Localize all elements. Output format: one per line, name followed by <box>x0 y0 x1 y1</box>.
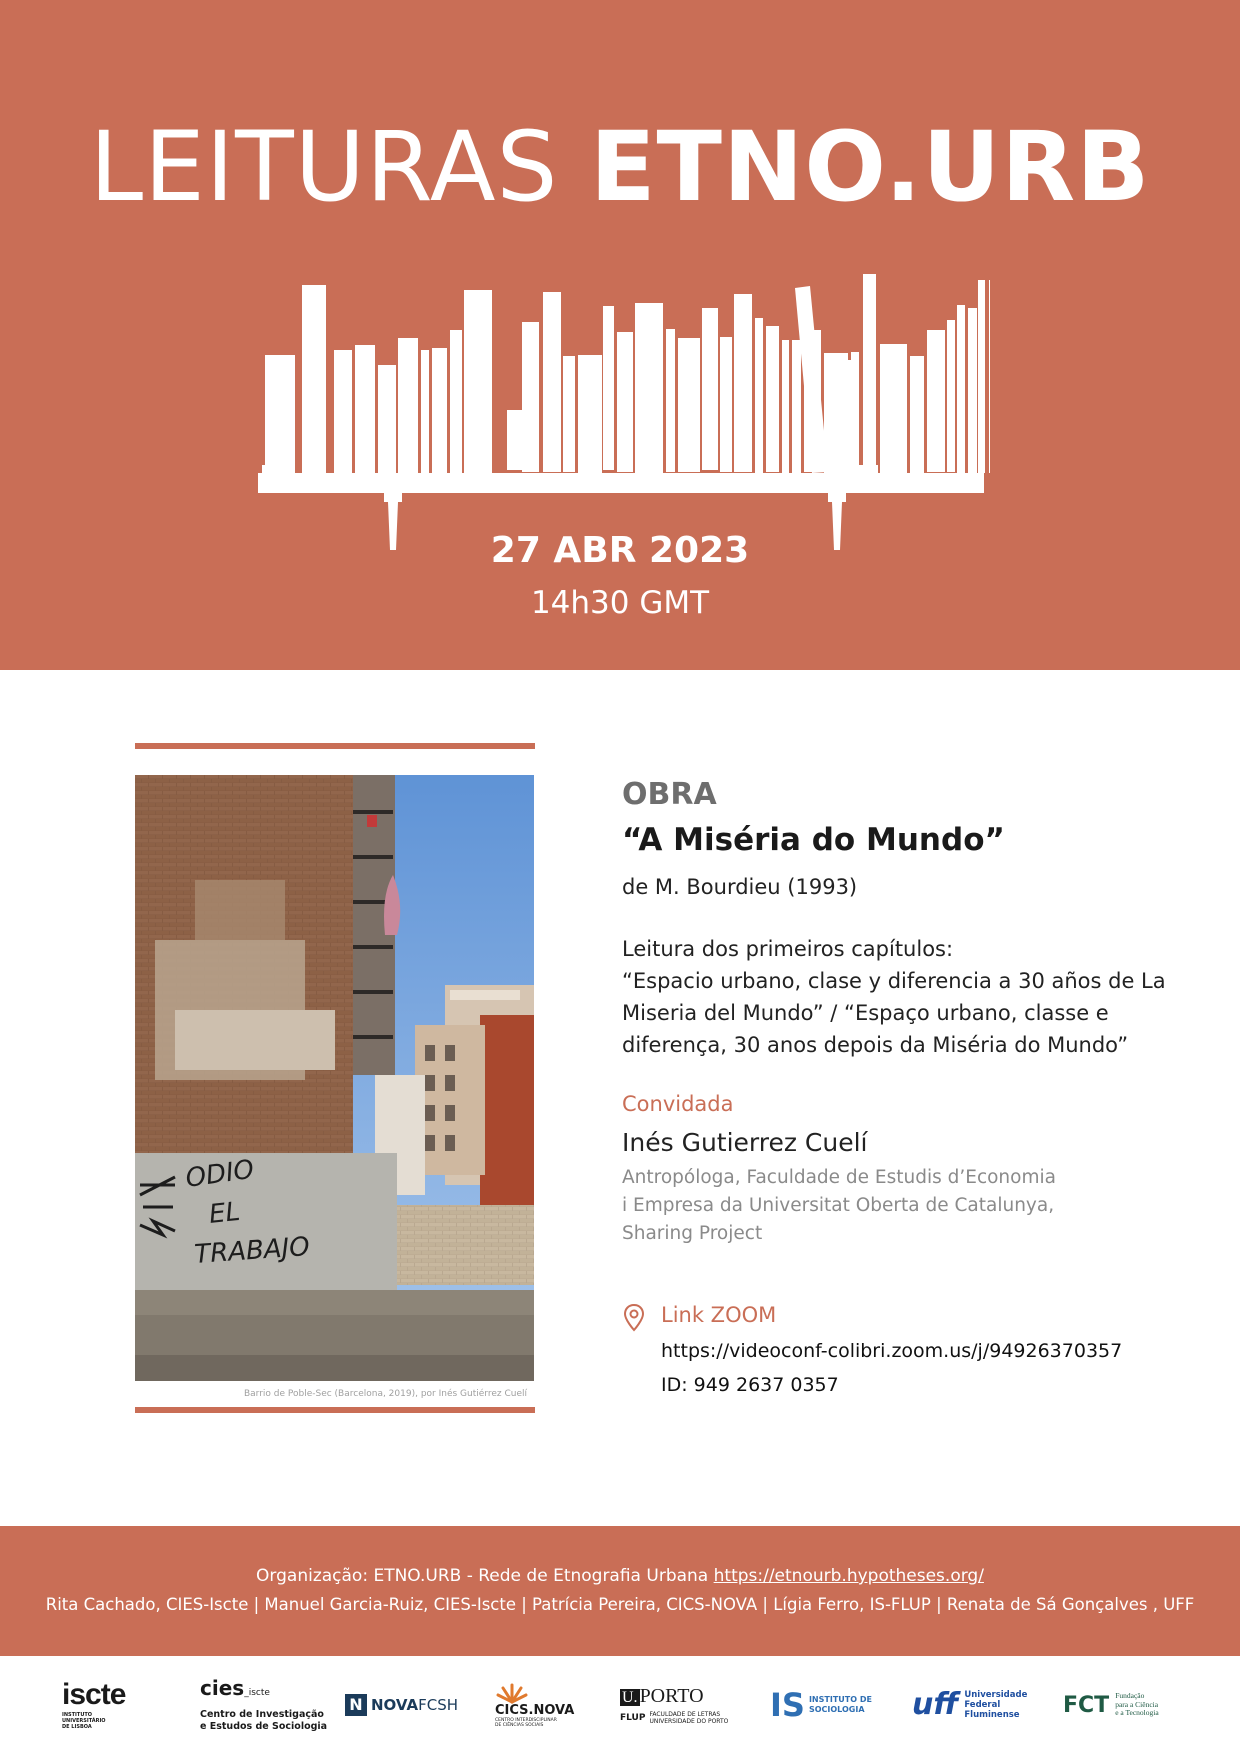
book-spine <box>355 345 375 473</box>
description-line: diferença, 30 anos depois da Miséria do Mundo” <box>622 1033 1129 1057</box>
book-spine <box>666 329 675 472</box>
cics-nova-logo: CICS.NOVA CENTRO INTERDISCIPLINAR DE CIÊNCIAS SOCIAIS <box>495 1670 595 1740</box>
book-end <box>832 360 852 473</box>
iscte-logo-name: iscte <box>62 1678 126 1711</box>
cies-logo: cies_iscte Centro de Investigação e Estudos de Sociologia <box>200 1675 328 1732</box>
book-spine <box>755 318 763 473</box>
book-spine <box>734 294 752 472</box>
nova-square-icon: N <box>345 1694 367 1716</box>
cics-rays-icon <box>495 1682 529 1704</box>
zoom-meeting-id: ID: 949 2637 0357 <box>661 1374 839 1396</box>
photo-bottom-rule <box>135 1407 535 1413</box>
book-end <box>262 465 284 473</box>
book-spine <box>792 340 801 473</box>
title-light: LEITURAS <box>89 111 559 223</box>
book-spine <box>522 322 539 472</box>
photo-top-rule <box>135 743 535 749</box>
organization-line <box>0 1566 1240 1586</box>
book-spine <box>464 290 492 473</box>
guest-label: Convidada <box>622 1092 734 1116</box>
guest-affiliation <box>622 1164 1092 1248</box>
book-spine <box>578 355 602 473</box>
book-spine <box>968 308 977 473</box>
book-spine <box>978 280 985 473</box>
work-description <box>622 933 1182 1061</box>
book-spine <box>603 306 614 470</box>
description-line: Leitura dos primeiros capítulos: <box>622 937 954 961</box>
graffiti-line-3: TRABAJO <box>193 1231 311 1270</box>
affiliation-line: i Empresa da Universitat Oberta de Catalunya, <box>622 1195 1055 1216</box>
book-spine <box>302 285 326 473</box>
is-sociologia-logo: IS INSTITUTO DE SOCIOLOGIA <box>770 1686 872 1724</box>
iscte-logo-sub: INSTITUTO UNIVERSITÁRIO DE LISBOA <box>62 1712 106 1730</box>
iscte-logo <box>62 1670 172 1740</box>
book-spine <box>635 303 663 473</box>
location-pin-icon <box>622 1303 646 1333</box>
book-spine <box>563 356 575 472</box>
photo-caption: Barrio de Poble-Sec (Barcelona, 2019), por Inés Gutiérrez Cuelí <box>243 1389 527 1399</box>
fct-logo: FCT Fundação para a Ciência e a Tecnologia <box>1063 1691 1159 1718</box>
description-line: “Espacio urbano, clase y diferencia a 30 años de La <box>622 969 1166 993</box>
section-label: OBRA <box>622 777 717 812</box>
shelf-board <box>258 473 984 493</box>
book-spine <box>265 355 295 473</box>
work-title: “A Miséria do Mundo” <box>622 822 1005 858</box>
book-spine <box>782 340 789 473</box>
book-spine <box>947 320 955 472</box>
book-spine <box>702 308 718 470</box>
book-spine <box>678 338 700 472</box>
organizers-line: Rita Cachado, CIES-Iscte | Manuel Garcia-Ruiz, CIES-Iscte | Patrícia Pereira, CICS-NOVA | Lígia Ferro, IS-FLUP | Renata de Sá Gonçalves , UFF <box>45 1595 1195 1614</box>
guest-name: Inés Gutierrez Cuelí <box>622 1128 868 1157</box>
bookshelf-illustration <box>250 260 990 550</box>
work-author: de M. Bourdieu (1993) <box>622 875 858 899</box>
organization-text: Organização: ETNO.URB - Rede de Etnografia Urbana <box>256 1566 709 1586</box>
zoom-link-label: Link ZOOM <box>661 1303 777 1327</box>
book-spine <box>863 274 876 472</box>
description-line: Miseria del Mundo” / “Espaço urbano, classe e <box>622 1001 1109 1025</box>
book-spine <box>927 330 945 472</box>
book-end <box>856 465 878 473</box>
shelf-bracket-right <box>828 493 846 502</box>
partner-logos <box>0 1670 1240 1754</box>
graffiti-line-2: EL <box>207 1196 242 1230</box>
footer-banner <box>0 1526 1240 1656</box>
title-bold: ETNO.URB <box>589 111 1151 223</box>
street-photo <box>135 775 534 1381</box>
affiliation-line: Sharing Project <box>622 1223 763 1244</box>
book-spine <box>766 326 779 472</box>
book-spine <box>851 352 859 473</box>
organization-link[interactable]: https://etnourb.hypotheses.org/ <box>713 1566 984 1586</box>
event-title <box>0 112 1240 222</box>
book-spine <box>432 348 447 473</box>
book-spine <box>421 350 429 473</box>
nova-fcsh-logo: N NOVA FCSH <box>345 1670 475 1740</box>
event-time: 14h30 GMT <box>530 585 710 621</box>
book-spine <box>910 356 924 473</box>
book-spine <box>543 292 561 472</box>
book-spine <box>957 305 965 473</box>
header-banner <box>0 0 1240 670</box>
uporto-flup-logo: U. PORTO FLUP FACULDADE DE LETRAS UNIVERSIDADE DO PORTO <box>620 1685 729 1725</box>
book-spine <box>398 338 418 473</box>
zoom-url-link[interactable]: https://videoconf-colibri.zoom.us/j/94926370357 <box>661 1340 1123 1362</box>
book-spine <box>450 330 462 473</box>
event-date: 27 ABR 2023 <box>490 530 750 571</box>
book-spine <box>617 332 633 472</box>
book-spine <box>334 350 352 473</box>
book-spine <box>720 337 732 472</box>
book-spine <box>378 365 396 473</box>
graffiti-line-1: ODIO <box>183 1154 256 1194</box>
book-spine <box>989 280 990 473</box>
uff-logo: uff Universidade Federal Fluminense <box>912 1687 1028 1722</box>
shelf-bracket-left <box>384 493 402 502</box>
book-spine <box>880 344 907 473</box>
affiliation-line: Antropóloga, Faculdade de Estudis d’Economia <box>622 1167 1056 1188</box>
